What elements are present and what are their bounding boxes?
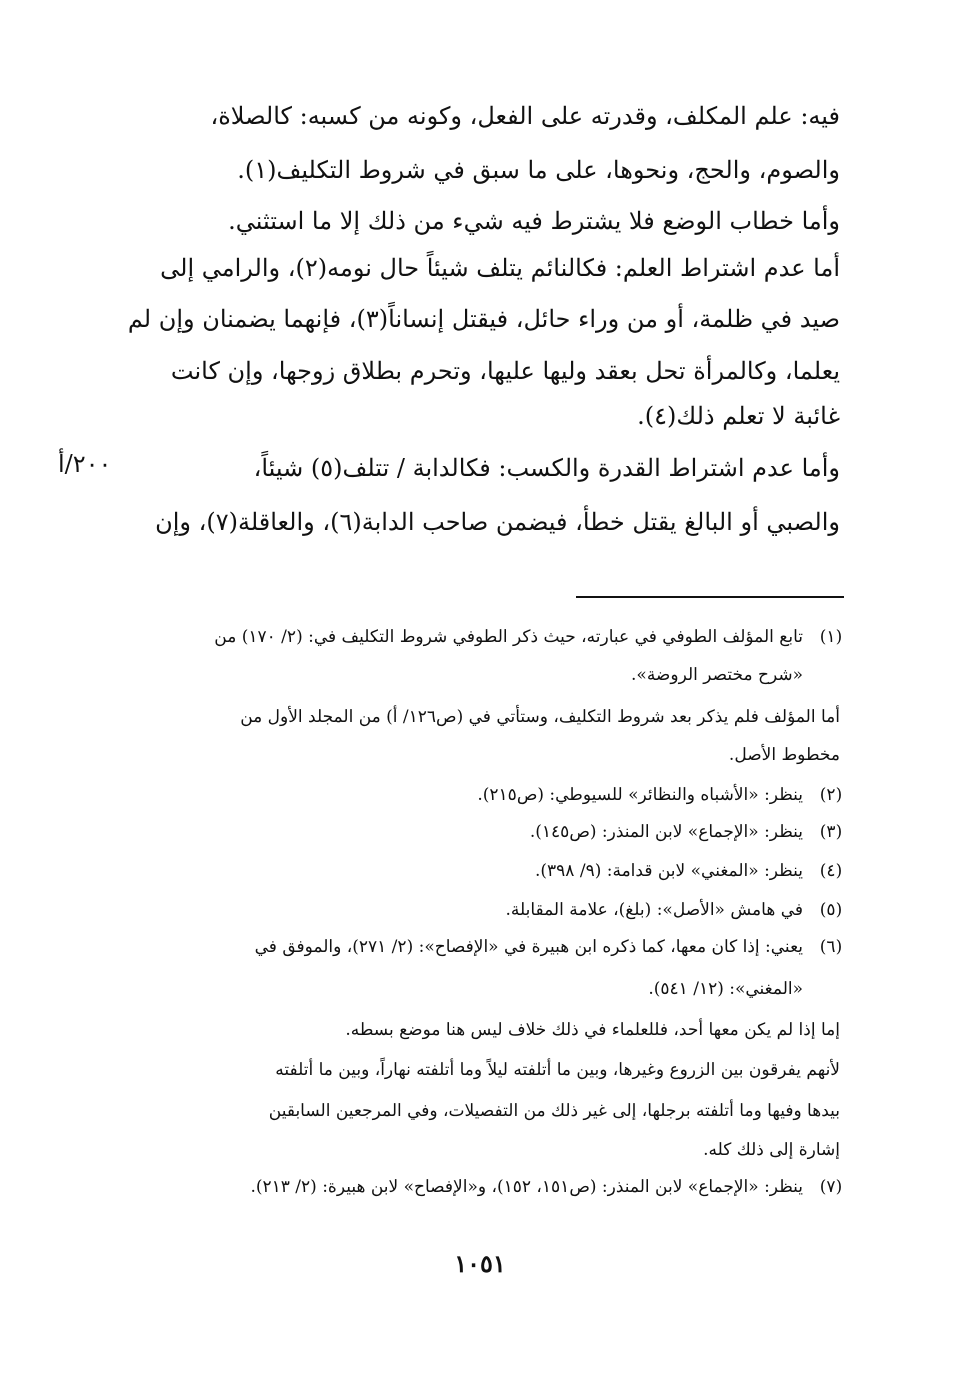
- footnote-line: مخطوط الأصل.: [728, 745, 840, 765]
- footnote-line: ينظر: «الإجماع» لابن المنذر: (ص١٥١، ١٥٢)، و«الإفصاح» لابن هبيرة: (٢/ ٢١٣).: [250, 1177, 803, 1197]
- footnote-number-7: (٧): [819, 1177, 843, 1197]
- main-line-5: صيد في ظلمة، أو من وراء حائل، فيقتل إنساناً(٣)، فإنهما يضمنان وإن لم: [127, 305, 840, 333]
- page-number: ١٠٥١: [454, 1249, 506, 1278]
- footnote-number-1: (١): [819, 627, 843, 647]
- footnote-number-6: (٦): [819, 937, 843, 957]
- footnote-number-4: (٤): [819, 861, 843, 881]
- main-line-6: يعلما، وكالمرأة تحل بعقد وليها عليها، وتحرم بطلاق زوجها، وإن كانت: [170, 357, 840, 385]
- footnote-number-5: (٥): [819, 900, 843, 920]
- footnote-number-2: (٢): [819, 785, 843, 805]
- footnote-separator: [576, 596, 844, 598]
- main-line-4: أما عدم اشتراط العلم: فكالنائم يتلف شيئاً حال نومه(٢)، والرامي إلى: [160, 254, 840, 282]
- footnote-line: بيدها وفيها وما أتلفته برجلها، إلى غير ذلك من التفصيلات، وفي المرجعين السابقين: [268, 1101, 840, 1121]
- footnote-line: «المغني»: (١٢/ ٥٤١).: [648, 979, 803, 999]
- main-line-9: والصبي أو البالغ يقتل خطأ، فيضمن صاحب الدابة(٦)، والعاقلة(٧)، وإن: [155, 508, 840, 536]
- main-line-1: فيه: علم المكلف، وقدرته على الفعل، وكونه من كسبه: كالصلاة،: [210, 102, 840, 130]
- main-line-2: والصوم، والحج، ونحوها، على ما سبق في شروط التكليف(١).: [237, 156, 840, 184]
- footnote-line: «شرح مختصر الروضة».: [631, 665, 803, 685]
- footnote-line: ينظر: «الإجماع» لابن المنذر: (ص١٤٥).: [529, 822, 803, 842]
- footnote-number-3: (٣): [819, 822, 843, 842]
- footnote-line: إشارة إلى ذلك كله.: [703, 1140, 840, 1160]
- footnote-line: أما المؤلف فلم يذكر بعد شروط التكليف، وستأتي في (ص١٢٦/ أ) من المجلد الأول من: [240, 707, 840, 727]
- margin-folio-reference: ٢٠٠/أ: [58, 450, 112, 478]
- main-line-7: غائبة لا تعلم ذلك(٤).: [637, 402, 840, 430]
- footnote-line: تابع المؤلف الطوفي في عبارته، حيث ذكر الطوفي شروط التكليف في: (٢/ ١٧٠) من: [214, 627, 803, 647]
- footnote-line: يعني: إذا كان معها، كما ذكره ابن هبيرة في «الإفصاح»: (٢/ ٢٧١)، والموفق في: [254, 937, 803, 957]
- footnote-line: ينظر: «المغني» لابن قدامة: (٩/ ٣٩٨).: [534, 861, 803, 881]
- footnote-line: في هامش «الأصل»: (بلغ)، علامة المقابلة.: [505, 900, 803, 920]
- main-line-8: وأما عدم اشتراط القدرة والكسب: فكالدابة / تتلف(٥) شيئاً،: [253, 454, 840, 482]
- main-line-3: وأما خطاب الوضع فلا يشترط فيه شيء من ذلك إلا ما استثني.: [228, 207, 840, 235]
- footnote-line: إما إذا لم يكن معها أحد، فللعلماء في ذلك خلاف ليس هنا موضع بسطه.: [345, 1020, 840, 1040]
- footnote-line: ينظر: «الأشباه والنظائر» للسيوطي: (ص٢١٥).: [477, 785, 803, 805]
- footnote-line: لأنهم يفرقون بين الزروع وغيرها، وبين ما أتلفته ليلاً وما أتلفته نهاراً، وبين ما أتلفته: [275, 1060, 840, 1080]
